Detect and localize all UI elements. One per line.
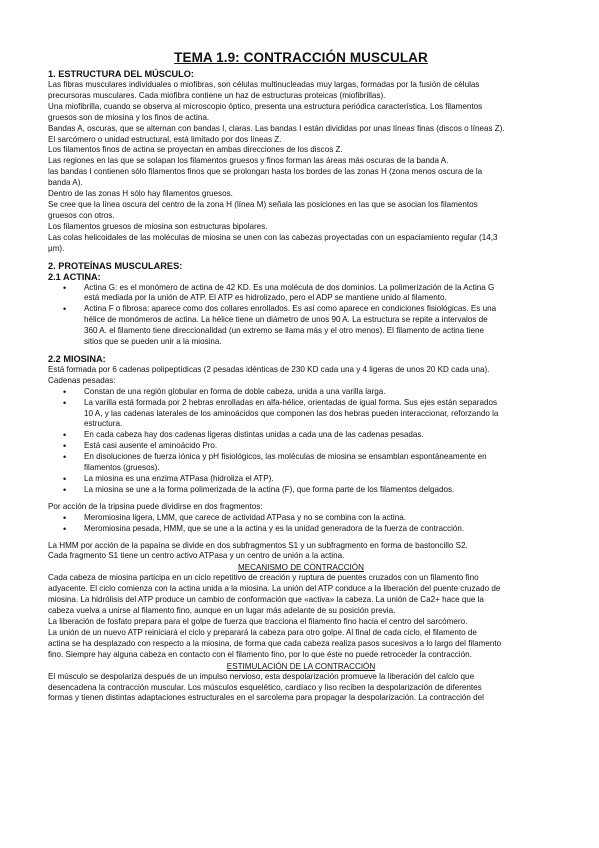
list-line: • La varilla está formada por 2 hebras enrolladas en alfa-hélice, orientadas de igual forma. Sus ejes están separados	[84, 397, 498, 407]
list-item	[48, 398, 554, 431]
paragraph-line: banda A).	[48, 178, 83, 188]
list-line: • En disoluciones de fuerza iónica y pH fisiológicos, las moléculas de miosina se ensamblan espontáneamente en	[84, 452, 487, 462]
list-item	[48, 524, 554, 535]
list-line: • La miosina se une a la forma polimerizada de la actina (F), que forma parte de los filamentos delgados.	[84, 484, 455, 494]
list-item	[48, 485, 554, 496]
paragraph-line: Los filamentos gruesos de miosina son estructuras bipolares.	[48, 221, 268, 231]
paragraph-line: formas y tienen distintas adaptaciones estructurales en el sarcolema para propagar la despolarización. La contracción del	[48, 693, 484, 703]
paragraph-line: actina se ha desplazado con respecto a la miosina, de forma que cada cabeza realiza pasos sucesivos a lo largo del filamento	[48, 638, 502, 648]
list-line: hélice de monómeros de actina. La hélice tiene un diámetro de unos 90 A. La estructura se repite a intervalos de	[84, 315, 488, 325]
list-line: • Actina G: es el monómero de actina de 42 KD. Es una molécula de dos dominios. La polimerización de la Actina G	[84, 282, 495, 292]
list-line: estructura.	[84, 419, 123, 429]
paragraph-line: miosina. La hidrólisis del ATP produce un cambio de conformación que «activa» la cabeza. La unión de Ca2+ hace que la	[48, 595, 484, 605]
paragraph-line: µm).	[48, 243, 65, 253]
paragraph-line: La HMM por acción de la papaína se divide en dos subfragmentos S1 y un subfragmento en forma de bastoncillo S2.	[48, 540, 468, 550]
list-item	[48, 513, 554, 524]
paragraph-line: Las colas helicoidales de las moléculas de miosina se unen con las cabezas proyectadas con un espaciamiento regular (14,3	[48, 232, 498, 242]
mecanismo-body	[48, 573, 554, 660]
paragraph-line: La liberación de fosfato prepara para el golpe de fuerza que tracciona el filamento fino hacia el centro del sarcómero.	[48, 616, 468, 626]
list-line: • Meromiosina ligera, LMM, que carece de actividad ATPasa y no se combina con la actina.	[84, 512, 406, 522]
subsection-actina-heading: 2.1 ACTINA:	[48, 271, 101, 282]
paragraph-line: adyacente. El ciclo comienza con la actina unida a la miosina. La unión del ATP conduce a la liberación del puente cruzado de	[48, 584, 501, 594]
list-line: está mediada por la unión de ATP. El ATP es hidrolizado, pero el ADP se mantiene unido al filamento.	[84, 293, 447, 303]
section-2-heading: 2. PROTEÍNAS MUSCULARES:	[48, 260, 183, 271]
paragraph-line: Se cree que la línea oscura del centro de la zona H (línea M) señala las posiciones en las que se asocian los filamentos	[48, 199, 478, 209]
list-line: 10 A, y las cadenas laterales de los aminoácidos que componen las dos hebras pueden interaccionar, reforzando la	[84, 408, 499, 418]
paragraph-line: Las fibras musculares individuales o miofibras, son células multinucleadas muy largas, formadas por la fusión de células	[48, 80, 480, 89]
paragraph-line: Bandas A, oscuras, que se alternan con bandas I, claras. Las bandas I están divididas por unas líneas finas (discos o líneas Z).	[48, 123, 505, 133]
list-item	[48, 387, 554, 398]
paragraph-line: El músculo se despolariza después de un impulso nervioso, esta despolarización promueve la liberación del calcio que	[48, 671, 475, 681]
paragraph-line: gruesos con otros.	[48, 210, 115, 220]
mecanismo-heading: MECANISMO DE CONTRACCIÓN	[238, 563, 364, 573]
list-line: • Constan de una región globular en forma de doble cabeza, unida a una varilla larga.	[84, 386, 386, 396]
list-line: • Meromiosina pesada, HMM, que se une a la actina y es la unidad generadora de la fuerza de contracción.	[84, 523, 465, 533]
paragraph-line: Los filamentos finos de actina se proyectan en ambas direcciones de los discos Z.	[48, 145, 343, 155]
paragraph-line: Por acción de la tripsina puede dividirse en dos fragmentos:	[48, 501, 263, 511]
paragraph-line: precursoras musculares. Cada miofibra contiene un haz de estructuras proteicas (miofibrillas).	[48, 90, 386, 100]
paragraph-line: El sarcómero o unidad estructural, está limitado por dos líneas Z.	[48, 134, 282, 144]
paragraph-line: La unión de un nuevo ATP reiniciará el ciclo y preparará la cabeza para otro golpe. Al final de cada ciclo, el filamento de	[48, 627, 477, 637]
list-line: sitios que se pueden unir a la miosina.	[84, 337, 222, 347]
paragraph-line: fino. Siempre hay alguna cabeza en contacto con el filamento fino, por lo que éste no puede retroceder la contracción.	[48, 649, 472, 659]
list-item	[48, 474, 554, 485]
paragraph-line: las bandas I contienen sólo filamentos finos que se prolongan hasta los bordes de las zonas H (zona menos oscura de la	[48, 167, 483, 177]
list-line: filamentos (gruesos).	[84, 463, 160, 473]
list-line: • La miosina es una enzima ATPasa (hidroliza el ATP).	[84, 474, 274, 483]
list-line: • En cada cabeza hay dos cadenas ligeras distintas unidas a cada una de las cadenas pesadas.	[84, 430, 424, 440]
subsection-miosina-heading: 2.2 MIOSINA:	[48, 353, 106, 364]
paragraph-line: Cada fragmento S1 tiene un centro activo ATPasa y un centro de unión a la actina.	[48, 551, 345, 561]
paragraph-line: Dentro de las zonas H sólo hay filamentos gruesos.	[48, 189, 233, 199]
paragraph-line: desencadena la contracción muscular. Los músculos esquelético, cardíaco y liso reciben la despolarización de diferentes	[48, 682, 482, 692]
section-1-heading: 1. ESTRUCTURA DEL MÚSCULO:	[48, 69, 194, 79]
list-item	[48, 452, 554, 474]
tripsina-list	[48, 513, 554, 535]
section-1-body	[48, 80, 554, 255]
paragraph-line: Cada cabeza de miosina participa en un ciclo repetitivo de creación y ruptura de puentes cruzados con un filamento fino	[48, 573, 479, 583]
estimulacion-body	[48, 672, 554, 705]
list-item	[48, 304, 554, 348]
paragraph-line: gruesos son de miosina y los finos de actina.	[48, 112, 210, 122]
actina-list	[48, 283, 554, 348]
document-page	[48, 50, 554, 704]
miosina-list	[48, 387, 554, 496]
list-line: • Actina F o fibrosa: aparece como dos collares enrollados. Es así como aparece en condiciones fisiológicas. Es una	[84, 304, 497, 314]
document-title: TEMA 1.9: CONTRACCIÓN MUSCULAR	[174, 50, 428, 65]
paragraph-line: cabeza vuelva a unirse al filamento fino, aunque en un lugar más adelante de su posición previa.	[48, 606, 396, 616]
estimulacion-heading: ESTIMULACIÓN DE LA CONTRACCIÓN	[226, 661, 376, 671]
paragraph-line: Una miofibrilla, cuando se observa al microscopio óptico, presenta una estructura periódica característica. Los filamentos	[48, 101, 483, 111]
list-item	[48, 283, 554, 305]
list-item	[48, 430, 554, 441]
list-line: • Está casi ausente el aminoácido Pro.	[84, 441, 218, 451]
list-item	[48, 441, 554, 452]
list-line: 360 A. el filamento tiene direccionalidad (un extremo se llama más y el otro menos). El filamento de actina tiene	[84, 326, 484, 336]
paragraph-line: Las regiones en las que se solapan los filamentos gruesos y finos forman las áreas más oscuras de la banda A.	[48, 156, 449, 166]
paragraph-line: Está formada por 6 cadenas polipeptídicas (2 pesadas idénticas de 230 KD cada una y 4 ligeras de unos 20 KD cada una).	[48, 364, 490, 374]
paragraph-line: Cadenas pesadas:	[48, 375, 116, 385]
